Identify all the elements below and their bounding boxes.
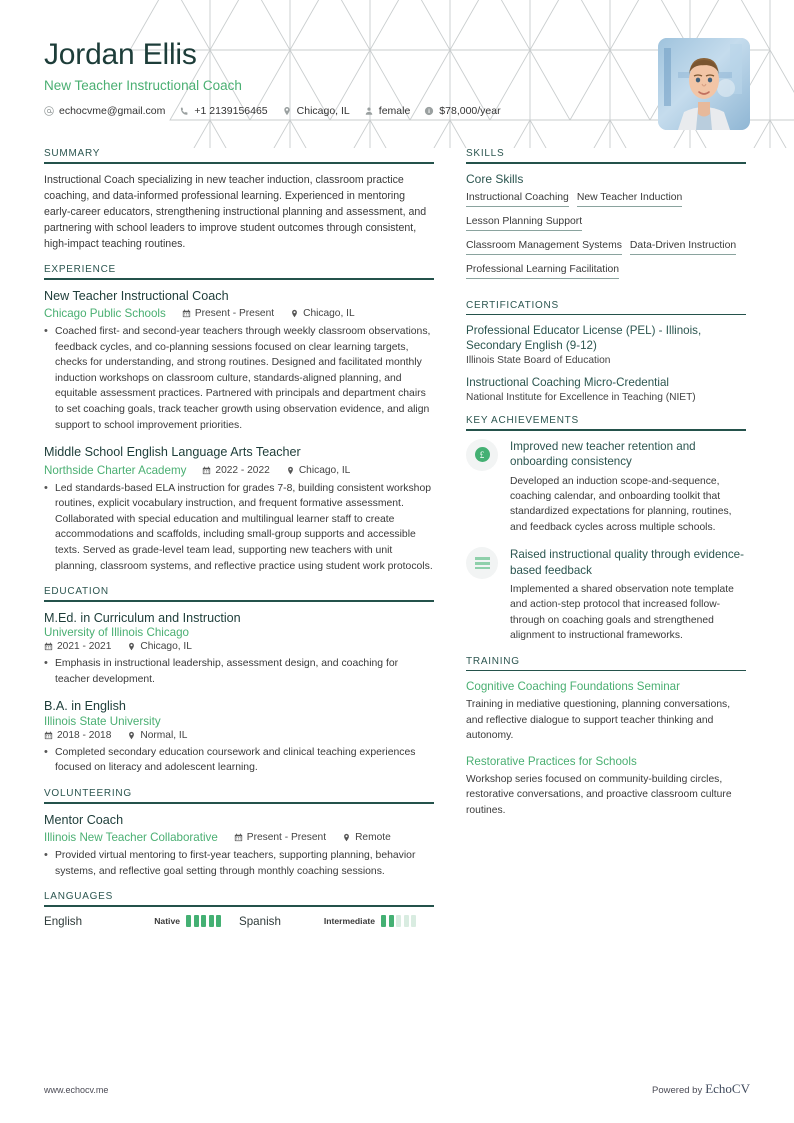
section-divider (44, 600, 434, 602)
experience-dates (202, 465, 269, 476)
training-name: Restorative Practices for Schools (466, 754, 637, 768)
rating-dot (396, 915, 401, 927)
certification-issuer: Illinois State Board of Education (466, 355, 611, 367)
certification-item (466, 323, 746, 366)
training-description: Training in mediative questioning, planning conversations, and reflective dialogue to support teacher thinking and autonomy. (466, 699, 731, 742)
volunteering-dates-value: Present - Present (246, 832, 327, 843)
section-languages (44, 891, 434, 928)
volunteering-org: Illinois New Teacher Collaborative (44, 831, 218, 844)
experience-location (286, 465, 351, 476)
section-title-experience: EXPERIENCE (44, 264, 116, 276)
rating-dot (201, 915, 206, 927)
list-lines-icon (475, 557, 490, 569)
avatar (658, 38, 750, 130)
skill-chip: New Teacher Induction (577, 192, 683, 207)
location-pin-icon (127, 731, 136, 740)
contact-location (282, 105, 350, 117)
education-location (127, 641, 192, 652)
education-degree: M.Ed. in Curriculum and Instruction (44, 610, 241, 625)
resume-header (0, 0, 794, 148)
section-divider (466, 162, 746, 164)
achievement-body (510, 547, 746, 643)
section-divider (44, 802, 434, 804)
contact-salary-value: $78,000/year (439, 105, 501, 117)
volunteering-item (44, 812, 434, 880)
certification-name: Professional Educator License (PEL) - Illinois, Secondary English (9-12) (466, 324, 702, 353)
experience-bullets (44, 481, 434, 575)
certification-issuer: National Institute for Excellence in Teaching (NIET) (466, 392, 696, 404)
training-description: Workshop series focused on community-building circles, restorative conversations, and proactive classroom culture routines. (466, 773, 732, 816)
email-icon (44, 106, 54, 116)
language-name: English (44, 914, 83, 928)
section-title-certifications: CERTIFICATIONS (466, 299, 559, 311)
experience-meta (44, 307, 434, 320)
education-meta (44, 641, 434, 652)
skill-chip: Instructional Coaching (466, 192, 569, 207)
bullet-item: • Completed secondary education coursework and clinical teaching experiences focused on literacy and adolescent learning. (44, 745, 434, 776)
section-title-key-achievements: KEY ACHIEVEMENTS (466, 415, 579, 427)
contact-gender-value: female (378, 105, 411, 117)
section-skills (466, 148, 746, 288)
achievement-description: Developed an induction scope-and-sequence, coaching calendar, and onboarding toolkit that standardized expectations for planning, routines, and feedback cycles across multiple schools. (510, 475, 732, 533)
achievement-title: Improved new teacher retention and onboarding consistency (510, 439, 696, 469)
rating-dot (411, 915, 416, 927)
education-bullets (44, 745, 434, 776)
info-icon (424, 106, 434, 116)
section-title-languages: LANGUAGES (44, 891, 113, 903)
contact-salary (424, 105, 500, 117)
language-rating (381, 915, 416, 927)
experience-dates (182, 308, 274, 319)
section-divider (44, 278, 434, 280)
achievement-item (466, 439, 746, 535)
experience-dates-value: 2022 - 2022 (215, 464, 270, 476)
education-dates-value: 2018 - 2018 (57, 729, 112, 741)
rating-dot (209, 915, 214, 927)
education-location (127, 730, 187, 741)
achievement-description: Implemented a shared observation note template and action-step protocol that increased follow-through on coaching goals and strengthened alignment to instructional frameworks. (510, 583, 734, 642)
footer-brand: EchoCV (705, 1081, 750, 1096)
training-item (466, 679, 746, 743)
achievement-icon-wrapper (466, 439, 498, 471)
experience-item (44, 288, 434, 434)
language-name: Spanish (239, 914, 281, 928)
section-title-summary: SUMMARY (44, 148, 101, 159)
location-pin-icon (290, 309, 299, 318)
pound-coin-icon: £ (475, 447, 490, 462)
footer-url[interactable]: www.echocv.me (44, 1085, 109, 1095)
section-education (44, 586, 434, 776)
page-footer (44, 1081, 750, 1097)
language-item (239, 915, 434, 928)
rating-dot (194, 915, 199, 927)
volunteering-location (342, 832, 391, 843)
education-school: Illinois State University (44, 714, 161, 728)
location-pin-icon (282, 106, 292, 116)
volunteering-meta (44, 831, 434, 844)
section-divider (466, 314, 746, 316)
contact-email-value: echocvme@gmail.com (59, 105, 166, 117)
section-certifications (466, 300, 746, 404)
rating-dot (381, 915, 386, 927)
bullet-item: • Provided virtual mentoring to first-year teachers, supporting planning, behavior systems, and reflective goal setting through monthly coaching sessions. (44, 848, 434, 879)
calendar-icon (202, 466, 211, 475)
language-level: Native (154, 916, 180, 927)
rating-dot (404, 915, 409, 927)
resume-body (0, 148, 794, 940)
section-volunteering (44, 788, 434, 879)
calendar-icon (44, 642, 53, 651)
certification-item (466, 375, 746, 403)
left-column (44, 148, 434, 940)
job-title: New Teacher Instructional Coach (44, 78, 242, 93)
bullet-item: • Led standards-based ELA instruction for grades 7-8, building consistent workshop routines, explicit vocabulary instruction, and frequent formative assessment. Collaborated with special education and multilingual learner staff to create accommodations and scaffolds, including small-group supports and accessible texts. Served as grade-level team lead, supporting new teachers with unit planning, classroom systems, and reflective practice using student work protocols. (44, 481, 434, 575)
experience-role: New Teacher Instructional Coach (44, 288, 229, 303)
contact-phone[interactable] (179, 105, 267, 117)
education-item (44, 610, 434, 688)
volunteering-role: Mentor Coach (44, 812, 124, 827)
section-divider (44, 162, 434, 164)
rating-dot (216, 915, 221, 927)
bullet-item: • Emphasis in instructional leadership, assessment design, and coaching for teacher development. (44, 656, 434, 687)
volunteering-bullets (44, 848, 434, 879)
contact-list (44, 105, 644, 117)
contact-email[interactable] (44, 105, 165, 117)
volunteering-dates (234, 832, 326, 843)
section-summary (44, 148, 434, 252)
section-title-volunteering: VOLUNTEERING (44, 788, 132, 800)
language-rating (186, 915, 221, 927)
skill-chip: Professional Learning Facilitation (466, 264, 619, 279)
education-bullets (44, 656, 434, 687)
education-location-value: Chicago, IL (140, 641, 192, 653)
phone-icon (179, 106, 189, 116)
certification-name: Instructional Coaching Micro-Credential (466, 376, 669, 390)
education-meta (44, 730, 434, 741)
summary-text: Instructional Coach specializing in new teacher induction, classroom practice coaching, and data-informed professional learning. Experienced in mentoring early-career educators, strengthening instructional planning and assessment, and partnering with school leaders to improve student outcomes through consistent, high-impact teaching routines. (44, 173, 427, 250)
experience-meta (44, 464, 434, 477)
section-title-education: EDUCATION (44, 586, 109, 598)
experience-item (44, 444, 434, 574)
education-dates (44, 730, 111, 741)
experience-location (290, 308, 355, 319)
section-title-skills: SKILLS (466, 148, 505, 159)
location-pin-icon (286, 466, 295, 475)
achievement-body (510, 439, 746, 535)
training-item (466, 754, 746, 818)
education-dates (44, 641, 111, 652)
location-pin-icon (342, 833, 351, 842)
training-name: Cognitive Coaching Foundations Seminar (466, 680, 680, 694)
education-degree: B.A. in English (44, 699, 126, 714)
location-pin-icon (127, 642, 136, 651)
skill-chip: Lesson Planning Support (466, 216, 582, 231)
skill-group-name: Core Skills (466, 171, 524, 186)
rating-dot (389, 915, 394, 927)
section-divider (466, 670, 746, 672)
calendar-icon (44, 731, 53, 740)
section-key-achievements (466, 415, 746, 643)
achievement-item (466, 547, 746, 643)
experience-role: Middle School English Language Arts Teacher (44, 445, 301, 460)
section-training (466, 656, 746, 818)
experience-location-value: Chicago, IL (298, 464, 351, 476)
footer-powered-by-label: Powered by (652, 1085, 703, 1096)
section-title-training: TRAINING (466, 655, 520, 667)
contact-gender (364, 105, 411, 117)
bullet-item: • Coached first- and second-year teachers through weekly classroom observations, feedback cycles, and co-planning sessions focused on clear learning targets, checks for understanding, and strong routines. Designed and facilitated monthly induction workshops on classroom culture, standards-aligned planning, and equitable assessment practices. Partnered with principals and department chairs to set coaching goals, track teacher growth using observation evidence, and align support to school improvement priorities. (44, 324, 434, 433)
rating-dot (186, 915, 191, 927)
volunteering-location-value: Remote (355, 832, 391, 843)
education-location-value: Normal, IL (140, 729, 188, 741)
experience-location-value: Chicago, IL (303, 308, 355, 320)
language-level: Intermediate (323, 916, 375, 927)
skill-list (466, 192, 746, 288)
header-identity (44, 38, 644, 130)
skill-chip: Classroom Management Systems (466, 240, 622, 255)
calendar-icon (234, 833, 243, 842)
calendar-icon (182, 309, 191, 318)
education-school: University of Illinois Chicago (44, 626, 189, 640)
section-experience (44, 264, 434, 574)
page-title: Jordan Ellis (44, 38, 197, 71)
achievement-title: Raised instructional quality through evidence-based feedback (510, 548, 744, 577)
experience-bullets (44, 324, 434, 433)
footer-powered-by (652, 1081, 750, 1097)
education-item (44, 698, 434, 776)
languages-row (44, 915, 434, 928)
skill-chip: Data-Driven Instruction (630, 240, 736, 255)
language-item (44, 915, 239, 928)
contact-location-value: Chicago, IL (296, 105, 350, 117)
right-column (466, 148, 746, 940)
achievement-icon-wrapper (466, 547, 498, 579)
section-divider (466, 429, 746, 431)
contact-phone-value: +1 2139156465 (194, 105, 268, 117)
person-icon (364, 106, 374, 116)
experience-org: Chicago Public Schools (44, 307, 166, 321)
education-dates-value: 2021 - 2021 (57, 641, 112, 653)
experience-org: Northside Charter Academy (44, 463, 187, 477)
experience-dates-value: Present - Present (194, 308, 275, 320)
section-divider (44, 905, 434, 907)
